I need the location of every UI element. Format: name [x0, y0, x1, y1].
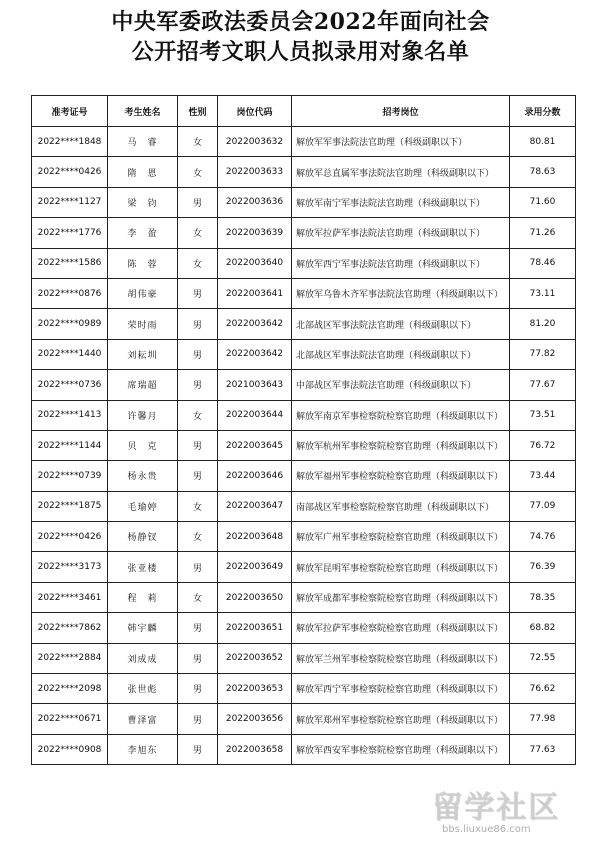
cell-post-code: 2021003643: [218, 370, 292, 400]
cell-name: 马 睿: [108, 127, 178, 157]
cell-score: 80.81: [510, 127, 576, 157]
cell-exam-id: 2022****1776: [32, 218, 108, 248]
cell-gender: 男: [178, 461, 218, 491]
cell-gender: 男: [178, 430, 218, 460]
cell-exam-id: 2022****7862: [32, 613, 108, 643]
cell-post: 南部战区军事检察院检察官助理（科级副职以下）: [292, 491, 510, 521]
header-score: 录用分数: [510, 96, 576, 127]
cell-score: 77.98: [510, 704, 576, 734]
cell-exam-id: 2022****0876: [32, 278, 108, 308]
cell-post-code: 2022003642: [218, 339, 292, 369]
header-post: 招考岗位: [292, 96, 510, 127]
cell-exam-id: 2022****1127: [32, 187, 108, 217]
cell-post-code: 2022003639: [218, 218, 292, 248]
cell-exam-id: 2022****0426: [32, 157, 108, 187]
cell-name: 刘耘圳: [108, 339, 178, 369]
cell-score: 76.62: [510, 674, 576, 704]
cell-name: 杨静钗: [108, 522, 178, 552]
cell-exam-id: 2022****1875: [32, 491, 108, 521]
cell-name: 梁 钧: [108, 187, 178, 217]
cell-gender: 男: [178, 339, 218, 369]
cell-name: 张亚楼: [108, 552, 178, 582]
cell-exam-id: 2022****0671: [32, 704, 108, 734]
cell-post-code: 2022003653: [218, 674, 292, 704]
cell-post: 解放军广州军事检察院检察官助理（科级副职以下）: [292, 522, 510, 552]
cell-exam-id: 2022****2884: [32, 643, 108, 673]
cell-post-code: 2022003636: [218, 187, 292, 217]
cell-score: 78.46: [510, 248, 576, 278]
cell-post: 解放军西宁军事法院法官助理（科级副职以下）: [292, 248, 510, 278]
cell-name: 陈 蓉: [108, 248, 178, 278]
cell-post-code: 2022003649: [218, 552, 292, 582]
cell-name: 胡伟豪: [108, 278, 178, 308]
cell-post: 解放军拉萨军事检察院检察官助理（科级副职以下）: [292, 613, 510, 643]
table-row: [32, 674, 576, 704]
cell-score: 76.72: [510, 430, 576, 460]
cell-exam-id: 2022****1144: [32, 430, 108, 460]
cell-name: 曹泽富: [108, 704, 178, 734]
cell-name: 李旭东: [108, 734, 178, 764]
cell-name: 贝 克: [108, 430, 178, 460]
cell-score: 73.51: [510, 400, 576, 430]
cell-gender: 女: [178, 400, 218, 430]
cell-post-code: 2022003640: [218, 248, 292, 278]
cell-post-code: 2022003642: [218, 309, 292, 339]
cell-post: 解放军杭州军事检察院检察官助理（科级副职以下）: [292, 430, 510, 460]
cell-gender: 女: [178, 491, 218, 521]
cell-score: 73.11: [510, 278, 576, 308]
table-row: [32, 704, 576, 734]
header-post-code: 岗位代码: [218, 96, 292, 127]
cell-exam-id: 2022****2098: [32, 674, 108, 704]
table-header-row: [32, 96, 576, 127]
cell-exam-id: 2022****0739: [32, 461, 108, 491]
cell-exam-id: 2022****1848: [32, 127, 108, 157]
cell-gender: 男: [178, 734, 218, 764]
cell-post: 中部战区军事法院法官助理（科级副职以下）: [292, 370, 510, 400]
cell-post-code: 2022003652: [218, 643, 292, 673]
cell-score: 72.55: [510, 643, 576, 673]
cell-post: 解放军南宁军事法院法官助理（科级副职以下）: [292, 187, 510, 217]
table-row: [32, 248, 576, 278]
site-watermark: [432, 782, 592, 842]
table-row: [32, 582, 576, 612]
cell-post-code: 2022003648: [218, 522, 292, 552]
cell-post-code: 2022003645: [218, 430, 292, 460]
table-row: [32, 461, 576, 491]
cell-post: 解放军昆明军事检察院检察官助理（科级副职以下）: [292, 552, 510, 582]
cell-score: 77.82: [510, 339, 576, 369]
cell-gender: 男: [178, 674, 218, 704]
table-row: [32, 187, 576, 217]
table-row: [32, 339, 576, 369]
page-title-line-1: 中央军委政法委员会2022年面向社会: [111, 9, 490, 35]
cell-post: 解放军西安军事检察院检察官助理（科级副职以下）: [292, 734, 510, 764]
cell-gender: 女: [178, 522, 218, 552]
cell-gender: 男: [178, 552, 218, 582]
cell-gender: 男: [178, 309, 218, 339]
cell-gender: 男: [178, 643, 218, 673]
page-title-line-2: 公开招考文职人员拟录用对象名单: [131, 39, 470, 65]
table-row: [32, 613, 576, 643]
cell-post-code: 2022003644: [218, 400, 292, 430]
cell-post-code: 2022003632: [218, 127, 292, 157]
cell-name: 许馨月: [108, 400, 178, 430]
cell-post-code: 2022003647: [218, 491, 292, 521]
header-exam-id: 准考证号: [32, 96, 108, 127]
cell-score: 78.63: [510, 157, 576, 187]
cell-post-code: 2022003651: [218, 613, 292, 643]
cell-post-code: 2022003633: [218, 157, 292, 187]
table-row: [32, 643, 576, 673]
table-row: [32, 491, 576, 521]
cell-name: 李 盈: [108, 218, 178, 248]
cell-exam-id: 2022****1586: [32, 248, 108, 278]
watermark-url: bbs.liuxue86.com: [442, 824, 531, 835]
cell-score: 77.09: [510, 491, 576, 521]
table-row: [32, 552, 576, 582]
cell-gender: 男: [178, 613, 218, 643]
cell-post: 北部战区军事法院法官助理（科级副职以下）: [292, 339, 510, 369]
cell-name: 隋 恩: [108, 157, 178, 187]
cell-score: 81.20: [510, 309, 576, 339]
cell-gender: 女: [178, 127, 218, 157]
cell-post: 北部战区军事法院法官助理（科级副职以下）: [292, 309, 510, 339]
cell-name: 韩宇麟: [108, 613, 178, 643]
table-row: [32, 400, 576, 430]
cell-exam-id: 2022****3173: [32, 552, 108, 582]
table-body: [32, 127, 576, 765]
table-row: [32, 157, 576, 187]
cell-gender: 男: [178, 187, 218, 217]
cell-post: 解放军拉萨军事法院法官助理（科级副职以下）: [292, 218, 510, 248]
header-gender: 性别: [178, 96, 218, 127]
cell-post: 解放军总直属军事法院法官助理（科级副职以下）: [292, 157, 510, 187]
cell-post-code: 2022003646: [218, 461, 292, 491]
cell-post: 解放军军事法院法官助理（科级副职以下）: [292, 127, 510, 157]
cell-post-code: 2022003658: [218, 734, 292, 764]
cell-score: 73.44: [510, 461, 576, 491]
cell-name: 荣时雨: [108, 309, 178, 339]
table-row: [32, 430, 576, 460]
cell-post: 解放军兰州军事检察院检察官助理（科级副职以下）: [292, 643, 510, 673]
cell-score: 78.35: [510, 582, 576, 612]
cell-exam-id: 2022****0908: [32, 734, 108, 764]
table-row: [32, 734, 576, 764]
admission-table: [31, 95, 576, 765]
cell-score: 76.39: [510, 552, 576, 582]
cell-score: 71.26: [510, 218, 576, 248]
table-row: [32, 370, 576, 400]
cell-score: 71.60: [510, 187, 576, 217]
cell-post-code: 2022003641: [218, 278, 292, 308]
cell-exam-id: 2022****1413: [32, 400, 108, 430]
cell-name: 毛瑜婷: [108, 491, 178, 521]
cell-post: 解放军成都军事检察院检察官助理（科级副职以下）: [292, 582, 510, 612]
cell-name: 程 莉: [108, 582, 178, 612]
cell-gender: 男: [178, 278, 218, 308]
cell-exam-id: 2022****0736: [32, 370, 108, 400]
cell-gender: 女: [178, 218, 218, 248]
cell-name: 张世彪: [108, 674, 178, 704]
cell-post-code: 2022003656: [218, 704, 292, 734]
cell-score: 77.63: [510, 734, 576, 764]
cell-post-code: 2022003650: [218, 582, 292, 612]
cell-exam-id: 2022****3461: [32, 582, 108, 612]
table-row: [32, 218, 576, 248]
cell-name: 刘成成: [108, 643, 178, 673]
cell-gender: 男: [178, 370, 218, 400]
cell-score: 77.67: [510, 370, 576, 400]
cell-exam-id: 2022****1440: [32, 339, 108, 369]
table-row: [32, 522, 576, 552]
cell-name: 杨永贵: [108, 461, 178, 491]
cell-exam-id: 2022****0426: [32, 522, 108, 552]
header-name: 考生姓名: [108, 96, 178, 127]
cell-gender: 男: [178, 704, 218, 734]
cell-post: 解放军乌鲁木齐军事法院法官助理（科级副职以下）: [292, 278, 510, 308]
cell-exam-id: 2022****0989: [32, 309, 108, 339]
cell-post: 解放军福州军事检察院检察官助理（科级副职以下）: [292, 461, 510, 491]
cell-gender: 女: [178, 248, 218, 278]
cell-post: 解放军郑州军事检察院检察官助理（科级副职以下）: [292, 704, 510, 734]
cell-name: 席瑞超: [108, 370, 178, 400]
cell-gender: 女: [178, 157, 218, 187]
cell-post: 解放军南京军事检察院检察官助理（科级副职以下）: [292, 400, 510, 430]
watermark-logo: 留学社区: [432, 790, 560, 825]
cell-post: 解放军西宁军事检察院检察官助理（科级副职以下）: [292, 674, 510, 704]
cell-score: 74.76: [510, 522, 576, 552]
table-row: [32, 127, 576, 157]
cell-gender: 女: [178, 582, 218, 612]
cell-score: 68.82: [510, 613, 576, 643]
table-row: [32, 278, 576, 308]
table-row: [32, 309, 576, 339]
